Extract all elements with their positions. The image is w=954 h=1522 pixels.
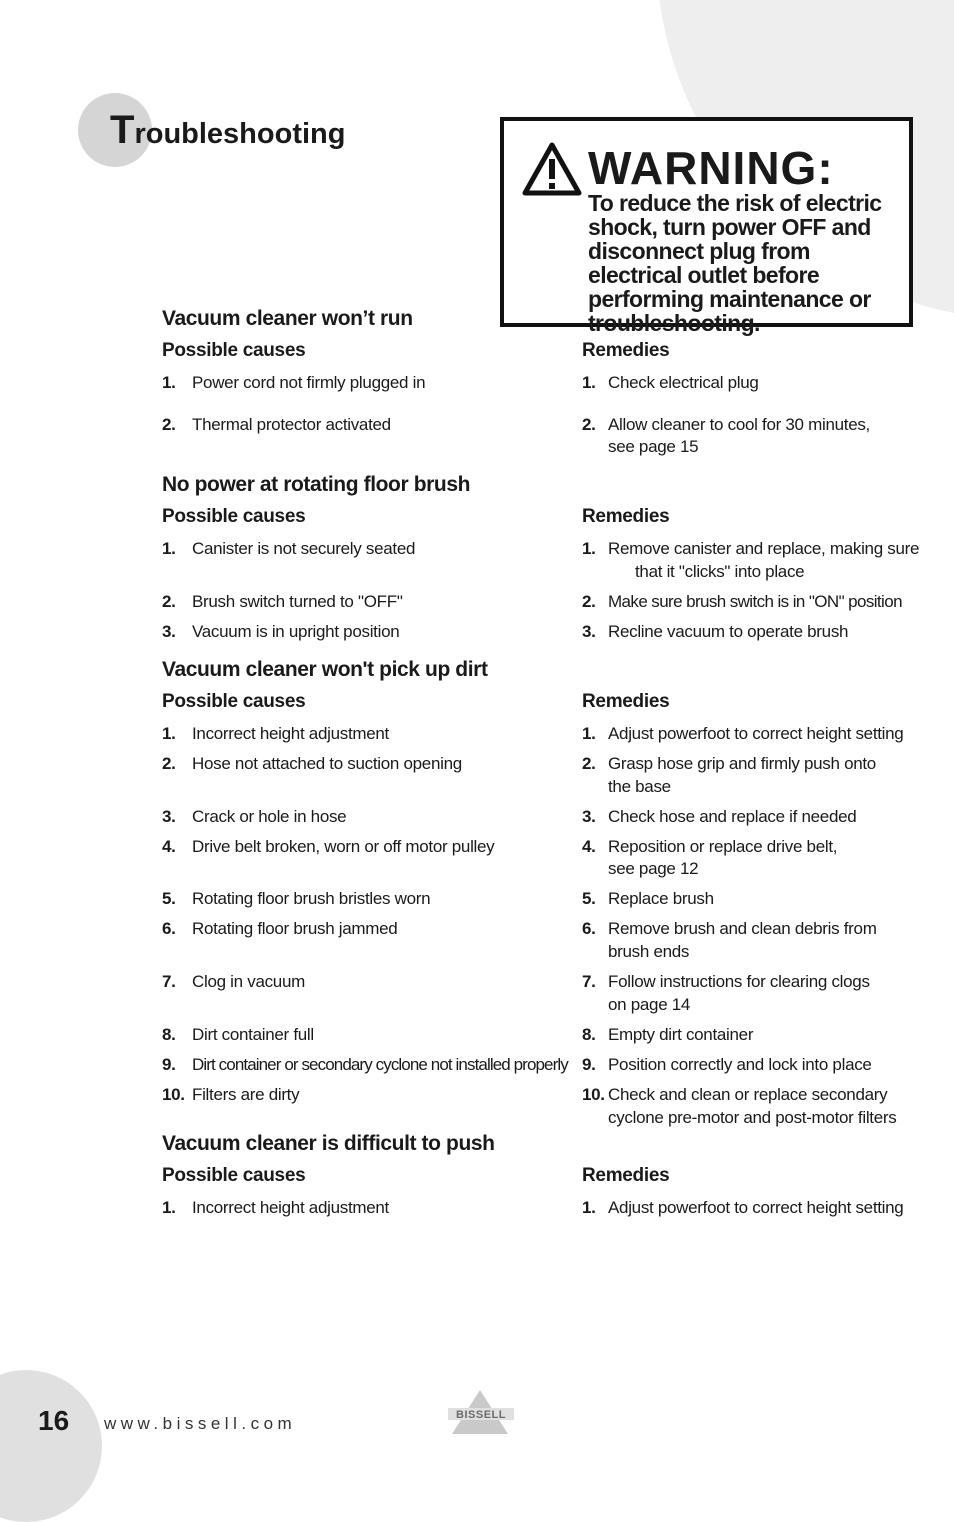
warning-title: WARNING: [588,142,834,194]
section-title: No power at rotating floor brush [162,473,471,496]
website-url: www.bissell.com [104,1414,297,1433]
causes-heading: Possible causes [162,506,306,527]
page-title [110,108,345,153]
causes-heading: Possible causes [162,340,306,361]
bissell-logo-icon [440,1388,520,1438]
section-title: Vacuum cleaner won’t run [162,307,413,330]
footer-circle-decoration [0,1370,102,1522]
warning-triangle-icon [522,141,582,197]
section-title: Vacuum cleaner is difficult to push [162,1132,495,1155]
title-initial: T [110,108,135,152]
remedies-heading: Remedies [582,340,670,361]
causes-heading: Possible causes [162,691,306,712]
warning-text: To reduce the risk of electric shock, turn power OFF and disconnect plug from electrical outlet before performing maintenance or troubleshooting. [588,190,882,336]
section-title: Vacuum cleaner won't pick up dirt [162,658,488,681]
causes-heading: Possible causes [162,1165,306,1186]
logo-text: BISSELL [456,1409,506,1421]
warning-box [500,117,913,336]
remedies-heading: Remedies [582,691,670,712]
remedies-heading: Remedies [582,1165,670,1186]
page-number: 16 [38,1405,70,1436]
title-rest: roubleshooting [134,118,346,150]
remedies-heading: Remedies [582,506,670,527]
